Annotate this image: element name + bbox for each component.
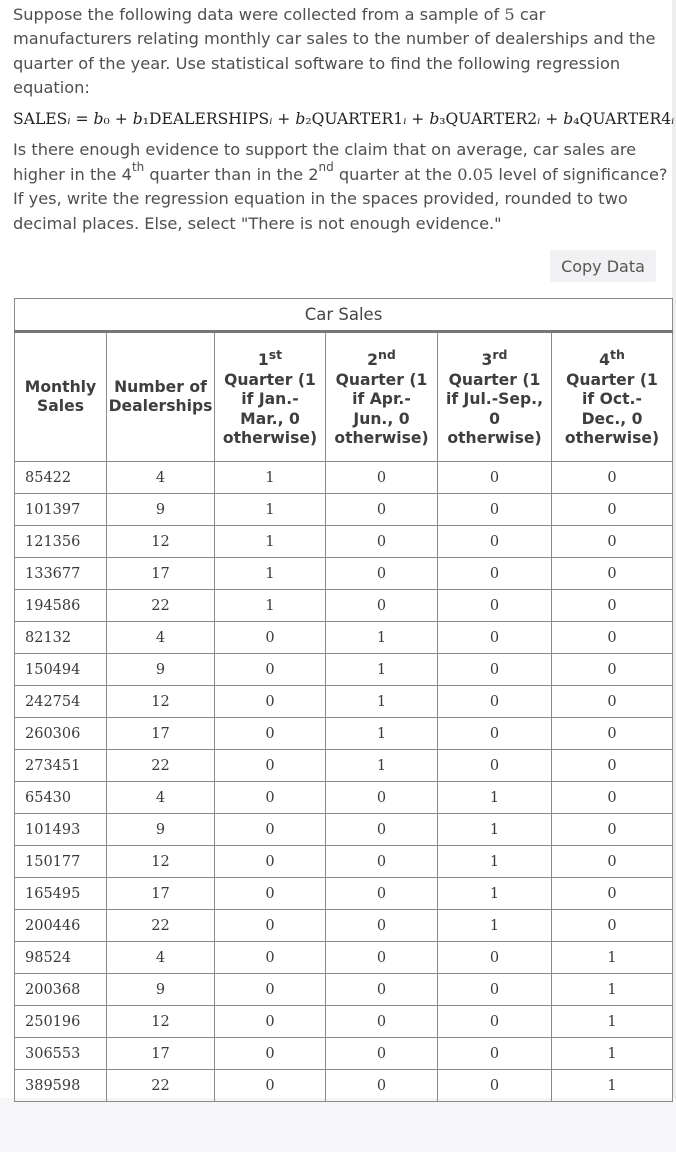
cell-quarter-3: 0 bbox=[438, 686, 552, 718]
cell-quarter-1: 0 bbox=[215, 782, 326, 814]
cell-dealerships: 9 bbox=[107, 654, 215, 686]
page-bottom-area bbox=[0, 1098, 676, 1152]
cell-quarter-3: 0 bbox=[438, 718, 552, 750]
cell-monthly-sales: 389598 bbox=[15, 1070, 107, 1102]
cell-quarter-1: 1 bbox=[215, 526, 326, 558]
table-row bbox=[15, 718, 673, 750]
cell-quarter-2: 0 bbox=[326, 814, 438, 846]
cell-quarter-3: 0 bbox=[438, 590, 552, 622]
cell-quarter-2: 0 bbox=[326, 1038, 438, 1070]
cell-quarter-3: 1 bbox=[438, 814, 552, 846]
cell-quarter-4: 0 bbox=[552, 686, 673, 718]
cell-quarter-3: 1 bbox=[438, 910, 552, 942]
cell-monthly-sales: 150494 bbox=[15, 654, 107, 686]
table-row bbox=[15, 526, 673, 558]
cell-quarter-2: 0 bbox=[326, 846, 438, 878]
cell-dealerships: 9 bbox=[107, 814, 215, 846]
col-quarter-3: 3rd Quarter (1 if Jul.-Sep., 0 otherwise) bbox=[438, 332, 552, 462]
table-row bbox=[15, 910, 673, 942]
cell-quarter-4: 0 bbox=[552, 526, 673, 558]
table-row bbox=[15, 590, 673, 622]
cell-quarter-4: 0 bbox=[552, 462, 673, 494]
cell-quarter-1: 0 bbox=[215, 622, 326, 654]
cell-quarter-4: 0 bbox=[552, 590, 673, 622]
significance-level: 0.05 bbox=[457, 164, 494, 184]
cell-quarter-2: 0 bbox=[326, 526, 438, 558]
col-monthly-sales: Monthly Sales bbox=[15, 332, 107, 462]
regression-equation: SALESᵢ = b₀ + b₁DEALERSHIPSᵢ + b₂QUARTER1ᵢ + b₃QUARTER2ᵢ + b₄QUARTER4ᵢ bbox=[13, 110, 675, 128]
cell-quarter-3: 1 bbox=[438, 782, 552, 814]
cell-quarter-3: 0 bbox=[438, 494, 552, 526]
cell-quarter-2: 0 bbox=[326, 590, 438, 622]
cell-quarter-4: 0 bbox=[552, 910, 673, 942]
copy-data-button[interactable]: Copy Data bbox=[550, 250, 656, 282]
cell-dealerships: 12 bbox=[107, 686, 215, 718]
cell-monthly-sales: 165495 bbox=[15, 878, 107, 910]
cell-monthly-sales: 242754 bbox=[15, 686, 107, 718]
cell-dealerships: 17 bbox=[107, 558, 215, 590]
cell-monthly-sales: 133677 bbox=[15, 558, 107, 590]
cell-monthly-sales: 260306 bbox=[15, 718, 107, 750]
cell-quarter-2: 0 bbox=[326, 782, 438, 814]
cell-monthly-sales: 98524 bbox=[15, 942, 107, 974]
cell-quarter-1: 1 bbox=[215, 462, 326, 494]
cell-quarter-3: 0 bbox=[438, 1038, 552, 1070]
cell-quarter-3: 0 bbox=[438, 526, 552, 558]
car-sales-table bbox=[14, 298, 673, 1102]
cell-quarter-3: 1 bbox=[438, 878, 552, 910]
cell-dealerships: 17 bbox=[107, 878, 215, 910]
cell-quarter-1: 1 bbox=[215, 590, 326, 622]
cell-dealerships: 22 bbox=[107, 1070, 215, 1102]
cell-quarter-4: 0 bbox=[552, 718, 673, 750]
cell-quarter-1: 0 bbox=[215, 814, 326, 846]
cell-quarter-4: 1 bbox=[552, 1070, 673, 1102]
cell-dealerships: 22 bbox=[107, 910, 215, 942]
cell-quarter-4: 0 bbox=[552, 846, 673, 878]
cell-dealerships: 12 bbox=[107, 846, 215, 878]
cell-monthly-sales: 82132 bbox=[15, 622, 107, 654]
cell-quarter-4: 0 bbox=[552, 750, 673, 782]
cell-quarter-3: 0 bbox=[438, 654, 552, 686]
table-row bbox=[15, 782, 673, 814]
table-row bbox=[15, 846, 673, 878]
cell-quarter-2: 1 bbox=[326, 654, 438, 686]
table-row bbox=[15, 558, 673, 590]
cell-quarter-2: 0 bbox=[326, 974, 438, 1006]
table-row bbox=[15, 462, 673, 494]
cell-quarter-4: 1 bbox=[552, 1038, 673, 1070]
problem-intro: Suppose the following data were collected from a sample of 5 car manufacturers relating monthly car sales to the number of dealerships and the quarter of the year. Use statistical software to find the following regression equation: bbox=[13, 5, 656, 98]
cell-quarter-2: 0 bbox=[326, 1070, 438, 1102]
cell-quarter-2: 1 bbox=[326, 622, 438, 654]
cell-monthly-sales: 101493 bbox=[15, 814, 107, 846]
cell-quarter-2: 0 bbox=[326, 462, 438, 494]
cell-quarter-1: 0 bbox=[215, 846, 326, 878]
cell-quarter-2: 0 bbox=[326, 910, 438, 942]
col-quarter-1: 1st Quarter (1 if Jan.- Mar., 0 otherwise) bbox=[215, 332, 326, 462]
cell-quarter-2: 0 bbox=[326, 942, 438, 974]
cell-quarter-1: 0 bbox=[215, 686, 326, 718]
cell-quarter-1: 0 bbox=[215, 1006, 326, 1038]
cell-dealerships: 12 bbox=[107, 526, 215, 558]
table-row bbox=[15, 622, 673, 654]
cell-quarter-3: 1 bbox=[438, 846, 552, 878]
cell-monthly-sales: 250196 bbox=[15, 1006, 107, 1038]
table-row bbox=[15, 1070, 673, 1102]
cell-quarter-1: 0 bbox=[215, 1038, 326, 1070]
cell-quarter-1: 0 bbox=[215, 974, 326, 1006]
cell-quarter-1: 0 bbox=[215, 718, 326, 750]
col-quarter-2: 2nd Quarter (1 if Apr.- Jun., 0 otherwise) bbox=[326, 332, 438, 462]
table-row bbox=[15, 494, 673, 526]
cell-quarter-1: 0 bbox=[215, 878, 326, 910]
table-row bbox=[15, 1038, 673, 1070]
cell-quarter-3: 0 bbox=[438, 942, 552, 974]
table-row bbox=[15, 814, 673, 846]
cell-quarter-1: 0 bbox=[215, 910, 326, 942]
cell-dealerships: 22 bbox=[107, 590, 215, 622]
table-row bbox=[15, 1006, 673, 1038]
cell-quarter-1: 0 bbox=[215, 942, 326, 974]
cell-monthly-sales: 101397 bbox=[15, 494, 107, 526]
cell-quarter-3: 0 bbox=[438, 750, 552, 782]
cell-monthly-sales: 150177 bbox=[15, 846, 107, 878]
table-row bbox=[15, 686, 673, 718]
sample-size: 5 bbox=[504, 5, 515, 24]
cell-quarter-3: 0 bbox=[438, 974, 552, 1006]
cell-monthly-sales: 121356 bbox=[15, 526, 107, 558]
cell-quarter-4: 1 bbox=[552, 974, 673, 1006]
cell-dealerships: 4 bbox=[107, 622, 215, 654]
cell-dealerships: 4 bbox=[107, 782, 215, 814]
cell-monthly-sales: 65430 bbox=[15, 782, 107, 814]
cell-quarter-4: 0 bbox=[552, 622, 673, 654]
cell-monthly-sales: 200368 bbox=[15, 974, 107, 1006]
cell-quarter-2: 0 bbox=[326, 1006, 438, 1038]
cell-quarter-2: 0 bbox=[326, 878, 438, 910]
cell-dealerships: 22 bbox=[107, 750, 215, 782]
cell-quarter-1: 0 bbox=[215, 654, 326, 686]
cell-dealerships: 12 bbox=[107, 1006, 215, 1038]
cell-monthly-sales: 200446 bbox=[15, 910, 107, 942]
cell-quarter-2: 1 bbox=[326, 750, 438, 782]
cell-quarter-3: 0 bbox=[438, 1070, 552, 1102]
cell-monthly-sales: 273451 bbox=[15, 750, 107, 782]
cell-monthly-sales: 85422 bbox=[15, 462, 107, 494]
cell-quarter-4: 0 bbox=[552, 654, 673, 686]
cell-dealerships: 9 bbox=[107, 974, 215, 1006]
cell-quarter-4: 1 bbox=[552, 942, 673, 974]
col-dealerships: Number of Dealerships bbox=[107, 332, 215, 462]
table-row bbox=[15, 878, 673, 910]
cell-quarter-3: 0 bbox=[438, 462, 552, 494]
cell-quarter-1: 0 bbox=[215, 750, 326, 782]
table-body bbox=[15, 462, 673, 1102]
table-row bbox=[15, 750, 673, 782]
cell-quarter-2: 1 bbox=[326, 718, 438, 750]
cell-quarter-3: 0 bbox=[438, 1006, 552, 1038]
cell-quarter-3: 0 bbox=[438, 622, 552, 654]
cell-monthly-sales: 306553 bbox=[15, 1038, 107, 1070]
cell-quarter-4: 0 bbox=[552, 878, 673, 910]
cell-dealerships: 17 bbox=[107, 1038, 215, 1070]
col-quarter-4: 4th Quarter (1 if Oct.- Dec., 0 otherwise) bbox=[552, 332, 673, 462]
cell-quarter-2: 0 bbox=[326, 494, 438, 526]
cell-dealerships: 4 bbox=[107, 462, 215, 494]
table-row bbox=[15, 974, 673, 1006]
cell-monthly-sales: 194586 bbox=[15, 590, 107, 622]
cell-quarter-4: 0 bbox=[552, 494, 673, 526]
table-row bbox=[15, 654, 673, 686]
cell-quarter-1: 1 bbox=[215, 494, 326, 526]
cell-quarter-2: 0 bbox=[326, 558, 438, 590]
table-row bbox=[15, 942, 673, 974]
cell-quarter-2: 1 bbox=[326, 686, 438, 718]
cell-quarter-4: 0 bbox=[552, 782, 673, 814]
cell-dealerships: 17 bbox=[107, 718, 215, 750]
cell-quarter-1: 1 bbox=[215, 558, 326, 590]
cell-quarter-3: 0 bbox=[438, 558, 552, 590]
table-title: Car Sales bbox=[15, 299, 673, 332]
cell-quarter-4: 1 bbox=[552, 1006, 673, 1038]
question-text: Is there enough evidence to support the claim that on average, car sales are higher in the 4th quarter than in the 2nd quarter at the 0.05 level of significance? If yes, write the regression equation in the spaces provided, rounded to two decimal places. Else, select "There is not enough evidence." bbox=[13, 140, 668, 233]
cell-quarter-4: 0 bbox=[552, 814, 673, 846]
cell-quarter-4: 0 bbox=[552, 558, 673, 590]
cell-dealerships: 4 bbox=[107, 942, 215, 974]
cell-quarter-1: 0 bbox=[215, 1070, 326, 1102]
cell-dealerships: 9 bbox=[107, 494, 215, 526]
